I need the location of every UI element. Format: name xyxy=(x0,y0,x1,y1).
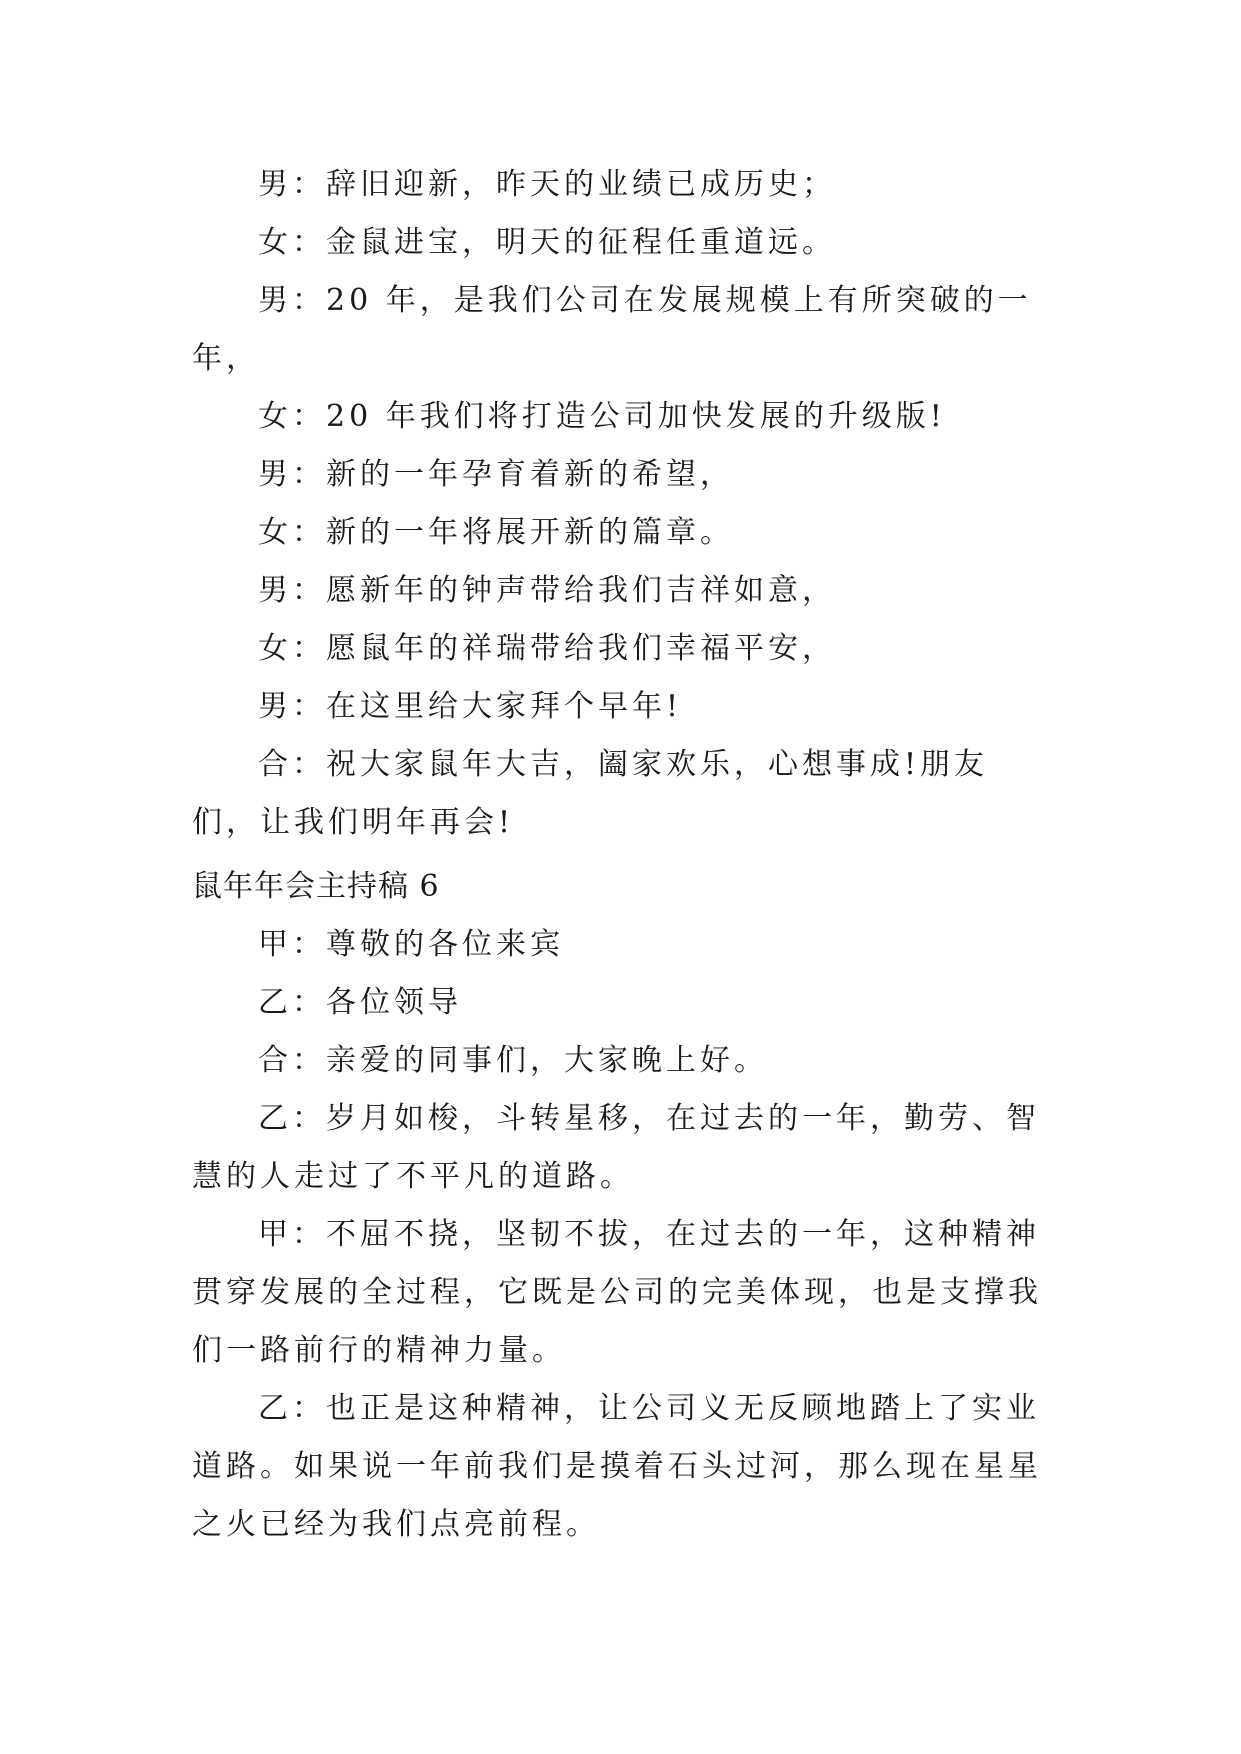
section-title: 鼠年年会主持稿 6 xyxy=(192,869,440,904)
dialogue-line: 乙：岁月如梭，斗转星移，在过去的一年，勤劳、智慧的人走过了不平凡的道路。 xyxy=(192,1101,1040,1194)
dialogue-line: 男：20 年，是我们公司在发展规模上有所突破的一年， xyxy=(192,283,1032,376)
dialogue-line: 女：愿鼠年的祥瑞带给我们幸福平安， xyxy=(258,631,836,666)
dialogue-line: 女：新的一年将展开新的篇章。 xyxy=(258,515,734,550)
dialogue-line: 男：新的一年孕育着新的希望， xyxy=(258,457,734,492)
section-host-script-6 xyxy=(192,858,1052,1554)
dialogue-line: 乙：各位领导 xyxy=(258,985,462,1020)
dialogue-line: 合：祝大家鼠年大吉，阖家欢乐，心想事成!朋友们，让我们明年再会! xyxy=(192,747,989,840)
section-dialogue-ending xyxy=(192,156,1052,852)
dialogue-line: 女：20 年我们将打造公司加快发展的升级版! xyxy=(258,399,946,434)
dialogue-line: 女：金鼠进宝，明天的征程任重道远。 xyxy=(258,225,836,260)
dialogue-line: 男：愿新年的钟声带给我们吉祥如意， xyxy=(258,573,836,608)
dialogue-line: 合：亲爱的同事们，大家晚上好。 xyxy=(258,1043,768,1078)
dialogue-line: 甲：不屈不挠，坚韧不拔，在过去的一年，这种精神贯穿发展的全过程，它既是公司的完美体现，也是支撑我们一路前行的精神力量。 xyxy=(192,1217,1042,1368)
dialogue-line: 男：在这里给大家拜个早年! xyxy=(258,689,683,724)
dialogue-line: 乙：也正是这种精神，让公司义无反顾地踏上了实业道路。如果说一年前我们是摸着石头过河，那么现在星星之火已经为我们点亮前程。 xyxy=(192,1391,1042,1542)
dialogue-line: 男：辞旧迎新，昨天的业绩已成历史； xyxy=(258,167,836,202)
dialogue-line: 甲：尊敬的各位来宾 xyxy=(258,927,564,962)
